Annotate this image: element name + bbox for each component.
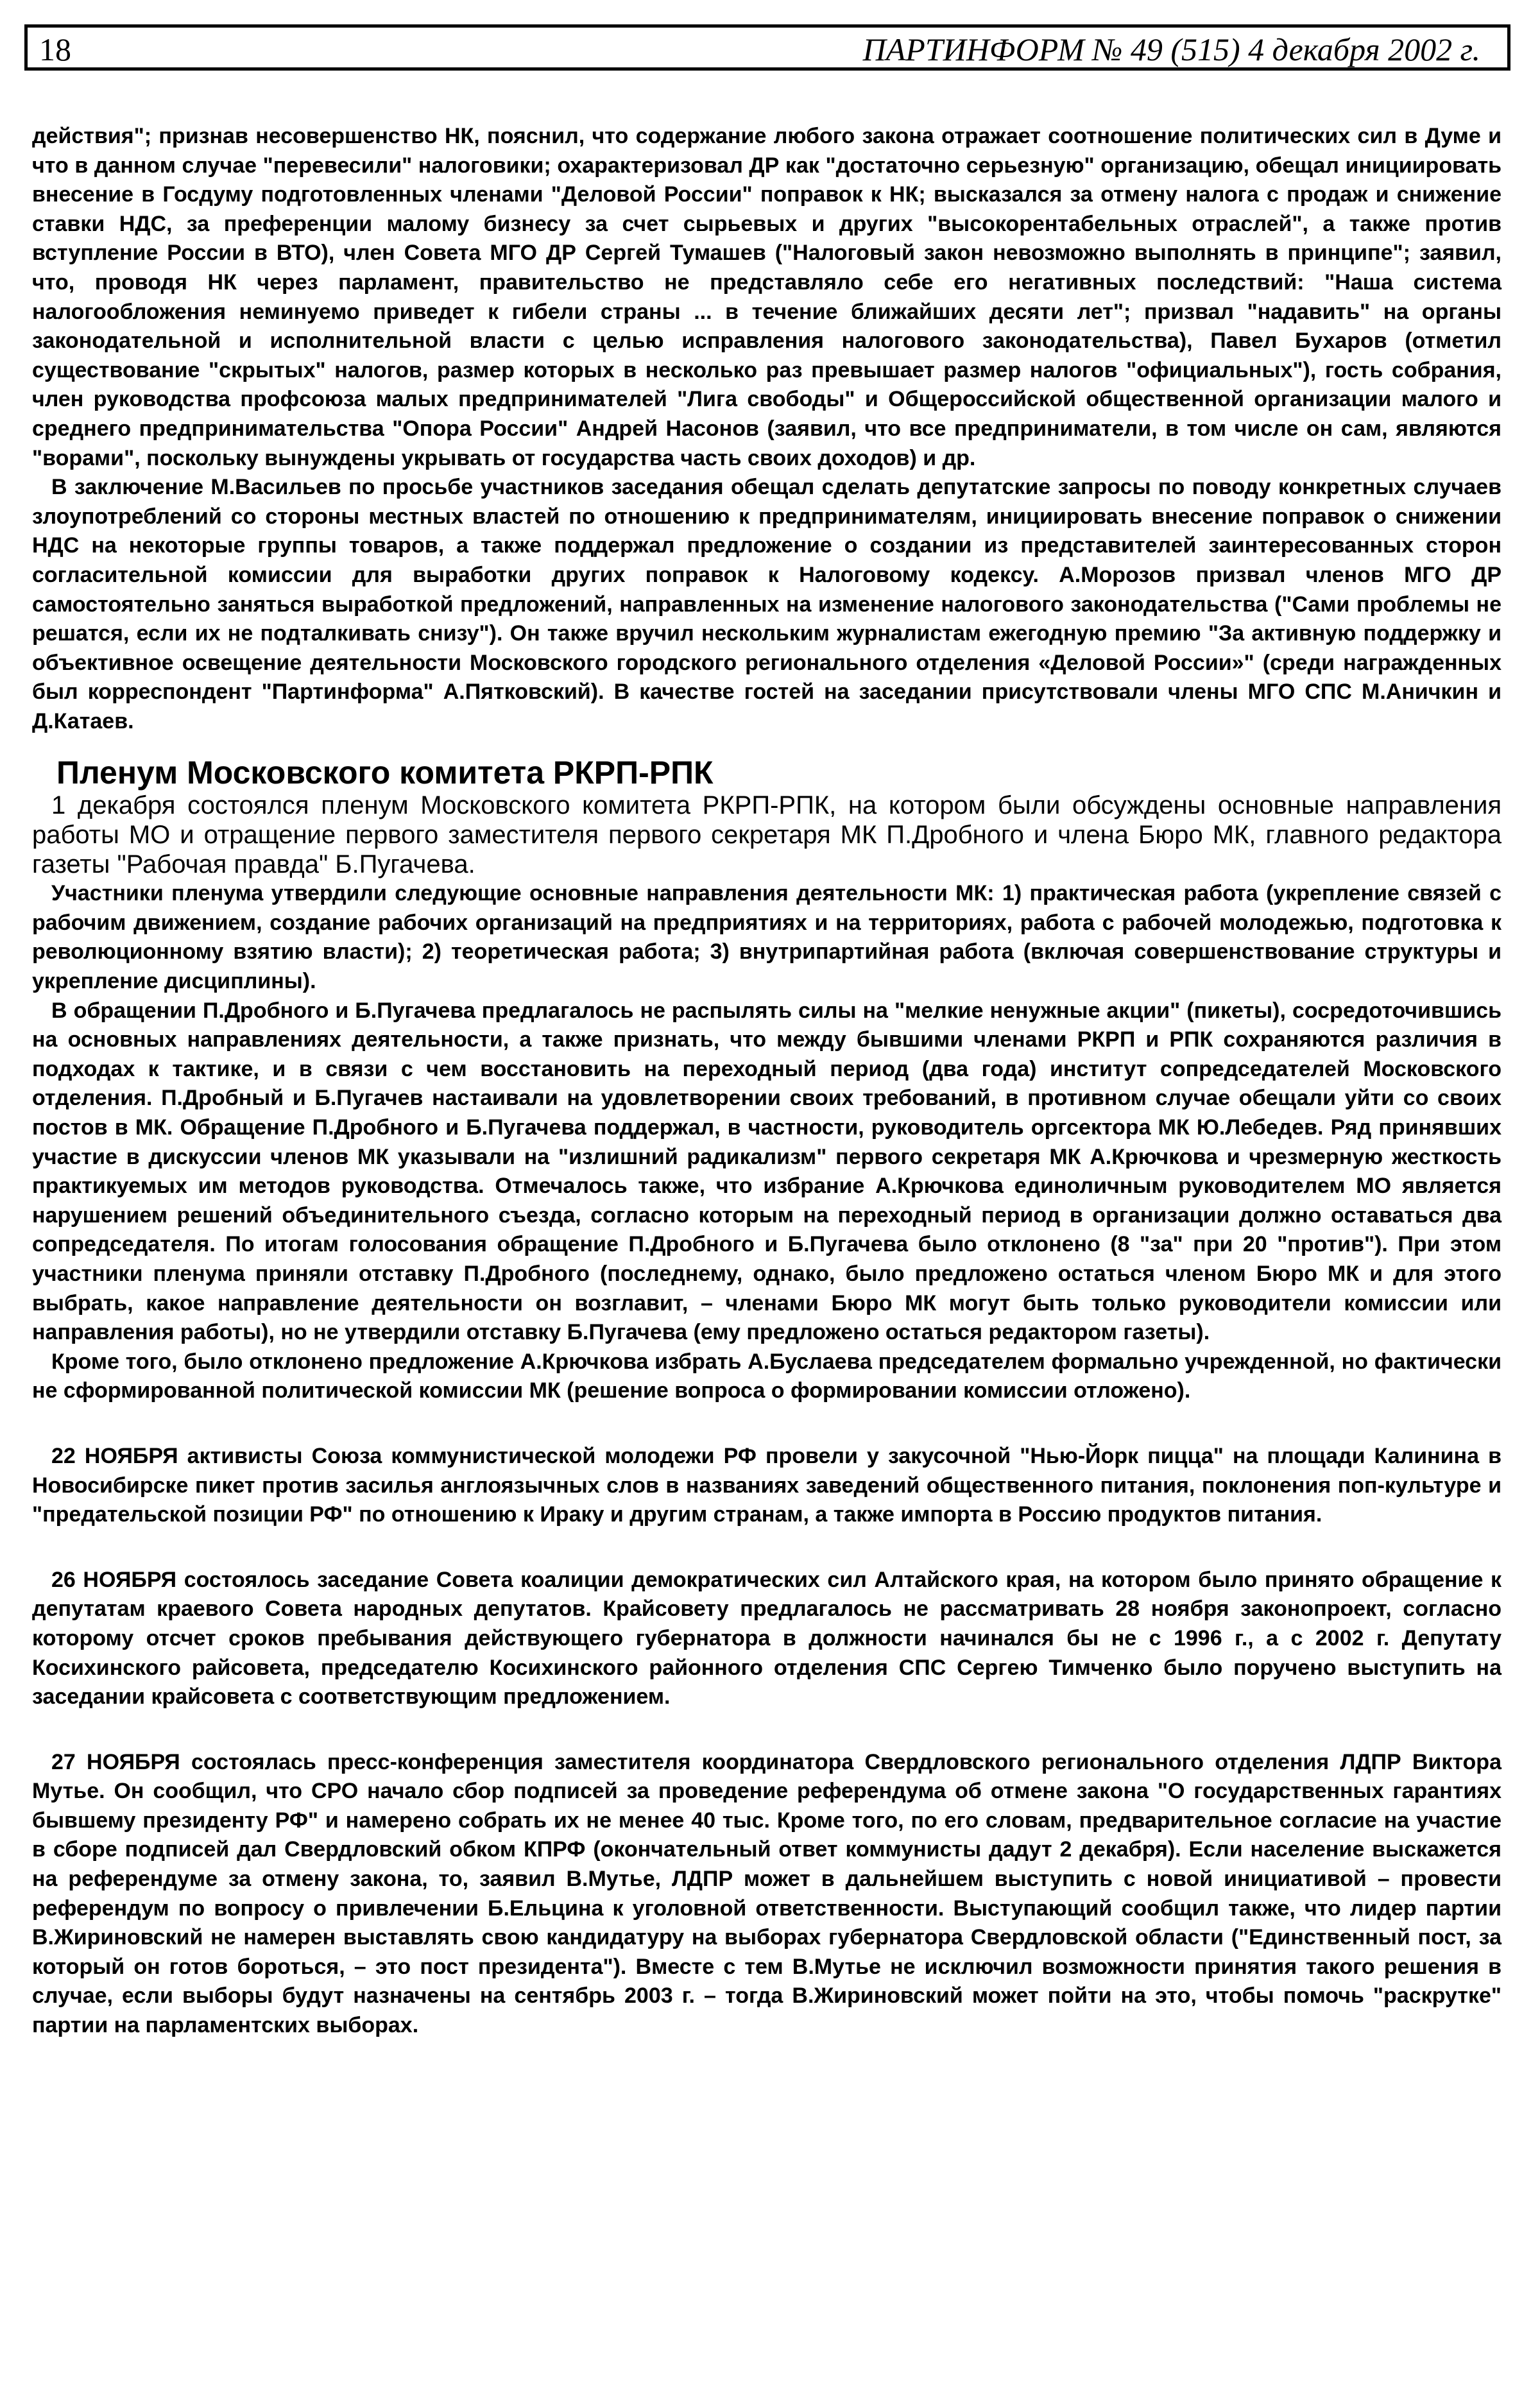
paragraph: В заключение М.Васильев по просьбе участников заседания обещал сделать депутатские запросы по поводу конкретных случаев злоупотреблений со стороны местных властей по отношению к предпринимателям, инициировать внесение поправок о снижении НДС на некоторые группы товаров, а также поддержал предложение о создании из представителей заинтересованных сторон согласительной комиссии для выработки других поправок к Налоговому кодексу. А.Морозов призвал членов МГО ДР самостоятельно заняться выработкой предложений, направленных на изменение налогового законодательства ("Сами проблемы не решатся, если их не подталкивать снизу"). Он также вручил нескольким журналистам ежегодную премию "За активную поддержку и объективное освещение деятельности Московского городского регионального отделения «Деловой России»" (среди награжденных был корреспондент "Партинформа" А.Пятковский). В качестве гостей на заседании присутствовали члены МГО СПС М.Аничкин и Д.Катаев. (32, 475, 1502, 733)
paragraph: В обращении П.Дробного и Б.Пугачева предлагалось не распылять силы на "мелкие ненужные акции" (пикеты), сосредоточившись на основных направлениях деятельности, а также признать, что между бывшими членами РКРП и РПК сохраняются различия в подходах к тактике, и в связи с чем восстановить на переходный период (два года) институт сопредседателей Московского отделения. П.Дробный и Б.Пугачев настаивали на удовлетворении своих требований, в противном случае обещали уйти со своих постов в МК. Обращение П.Дробного и Б.Пугачева поддержал, в частности, руководитель оргсектора МК Ю.Лебедев. Ряд принявших участие в дискуссии членов МК указывали на "излишний радикализм" первого секретаря МК А.Крючкова и чрезмерную жесткость практикуемых им методов руководства. Отмечалось также, что избрание А.Крючкова единоличным руководителем МО является нарушением решений объединительного съезда, согласно которым на переходный период в организации должно оставаться два сопредседателя. По итогам голосования обращение П.Дробного и Б.Пугачева было отклонено (8 "за" при 20 "против"). При этом участники пленума приняли отставку П.Дробного (последнему, однако, было предложено остаться членом Бюро МК и для этого выбрать, какое направление деятельности он возглавит, – членами Бюро МК могут быть только руководители комиссии или направления работы), но не утвердили отставку Б.Пугачева (ему предложено остаться редактором газеты). (32, 998, 1502, 1345)
news-text: состоялась пресс-конференция заместителя координатора Свердловского регионального отделения ЛДПР Виктора Мутье. Он сообщил, что СРО начало сбор подписей за проведение референдума об отмене закона "О государственных гарантиях бывшему президенту РФ" и намерено собрать их не менее 40 тыс. Кроме того, по его словам, предварительное согласие на участие в сборе подписей дал Свердловский обком КПРФ (окончательный ответ коммунисты дадут 2 декабря). Если население выскажется на референдуме за отмену закона, то, заявил В.Мутье, ЛДПР может в дальнейшем выступить с новой инициативой – провести референдум по вопросу о привлечении Б.Ельцина к уголовной ответственности. Выступающий сообщил также, что лидер партии В.Жириновский не намерен выставлять свою кандидатуру на выборах губернатора Свердловской области ("Единственный пост, за который он готов бороться, – это пост президента"). Вместе с тем В.Мутье не исключил возможности принятия такого решения в случае, если выборы будут назначены на сентябрь 2003 г. – тогда В.Жириновский может пойти на это, чтобы помочь "раскрутке" партии на парламентских выборах. (32, 1749, 1502, 2038)
news-date: 26 НОЯБРЯ (51, 1567, 177, 1592)
article-body (32, 122, 1502, 2041)
paragraph: Участники пленума утвердили следующие основные направления деятельности МК: 1) практическая работа (укрепление связей с рабочим движением, создание рабочих организаций на предприятиях и на территориях, работа с рабочей молодежью, подготовка к революционному взятию власти); 2) теоретическая работа; 3) внутрипартийная работа (включая совершенствование структуры и укрепление дисциплины). (32, 881, 1502, 994)
news-date: 27 НОЯБРЯ (51, 1749, 180, 1774)
news-date: 22 НОЯБРЯ (51, 1443, 178, 1468)
page-number: 18 (39, 31, 71, 67)
masthead: ПАРТИНФОРМ № 49 (515) 4 декабря 2002 г. (862, 31, 1480, 67)
news-item (32, 1748, 1502, 2041)
section-heading: Пленум Московского комитета РКРП-РПК (56, 755, 714, 791)
page-header (24, 24, 1510, 71)
news-item (32, 1566, 1502, 1712)
news-text: активисты Союза коммунистической молодежи РФ провели у закусочной "Нью-Йорк пицца" на площади Калинина в Новосибирске пикет против засилья англоязычных слов в названиях заведений общественного питания, поклонения поп-культуре и "предательской позиции РФ" по отношению к Ираку и другим странам, а также импорта в Россию продуктов питания. (32, 1443, 1502, 1527)
paragraph: действия"; признав несовершенство НК, пояснил, что содержание любого закона отражает соотношение политических сил в Думе и что в данном случае "перевесили" налоговики; охарактеризовал ДР как "достаточно серьезную" организацию, обещал инициировать внесение в Госдуму подготовленных членами "Деловой России" поправок к НК; высказался за отмену налога с продаж и снижение ставки НДС, за преференции малому бизнесу за счет сырьевых и других "высокорентабельных отраслей", а также против вступление России в ВТО), член Совета МГО ДР Сергей Тумашев ("Налоговый закон невозможно выполнять в принципе"; заявил, что, проводя НК через парламент, правительство не представляло себе его негативных последствий: "Наша система налогообложения неминуемо приведет к гибели страны ... в течение ближайших десяти лет"; призвал "надавить" на органы законодательной и исполнительной власти с целью исправления налогового законодательства), Павел Бухаров (отметил существование "скрытых" налогов, размер которых в несколько раз превышает размер налогов "официальных"), гость собрания, член руководства профсоюза малых предпринимателей "Лига свободы" и Общероссийской общественной организации малого и среднего предпринимательства "Опора России" Андрей Насонов (заявил, что все предприниматели, в том числе он сам, являются "ворами", поскольку вынуждены укрывать от государства часть своих доходов) и др. (32, 124, 1502, 470)
news-text: состоялось заседание Совета коалиции демократических сил Алтайского края, на котором было принято обращение к депутатам краевого Совета народных депутатов. Крайсовету предлагалось не рассматривать 28 ноября законопроект, согласно которому отсчет сроков пребывания действующего губернатора в должности начинался бы не с 1996 г., а с 2002 г. Депутату Косихинского райсовета, председателю Косихинского районного отделения СПС Сергею Тимченко было поручено выступить на заседании крайсовета с соответствующим предложением. (32, 1567, 1502, 1709)
paragraph: Кроме того, было отклонено предложение А.Крючкова избрать А.Буслаева председателем формально учрежденной, но фактически не сформированной политической комиссии МК (решение вопроса о формировании комиссии отложено). (32, 1349, 1502, 1403)
news-item (32, 1442, 1502, 1530)
lead-paragraph: 1 декабря состоялся пленум Московского комитета РКРП-РПК, на котором были обсуждены основные направления работы МО и отращение первого заместителя первого секретаря МК П.Дробного и члена Бюро МК, главного редактора газеты "Рабочая правда" Б.Пугачева. (32, 791, 1502, 878)
